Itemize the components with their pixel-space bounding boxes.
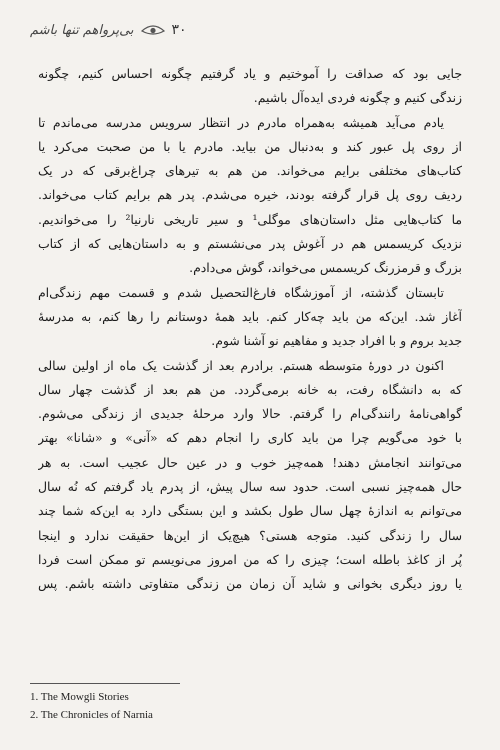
text-line: با خود می‌گویم چرا من باید کاری را انجام دهم که «آنی» و «شانا» بهتر bbox=[38, 430, 462, 446]
text-line: حال همه‌چیز نسبی است. حدود سه سال پیش، از پدرم یاد گرفتم که نُه سال bbox=[38, 479, 462, 495]
footnote: 1. The Mowgli Stories bbox=[30, 691, 129, 703]
text-line: سال را زندگی کنید. متوجه هستی؟ هیچ‌یک از این‌ها حقیقت ندارد و اینجا bbox=[38, 527, 462, 543]
text-line: یا روز دیگری بخوانی و شاید آن زمان من زندگی متفاوتی داشته باشم. پس bbox=[38, 576, 462, 592]
text-line: جدید بروم و با افراد جدید و مفاهیم نو آشنا شوم. bbox=[211, 333, 462, 349]
footnotes bbox=[30, 688, 153, 724]
page-number: ۳۰ bbox=[171, 22, 187, 38]
text-line: کتاب‌های مختلفی برایم می‌خواند. من هم به تیرهای چراغ‌برقی که در یک bbox=[38, 163, 462, 179]
body-text bbox=[38, 62, 462, 597]
text-line: می‌توانم به اندازهٔ چهل سال طول بکشد و این بستگی دارد به این‌که شما چند bbox=[38, 503, 462, 519]
text-line: زندگی کنیم و چگونه فردی ایده‌آل باشیم. bbox=[253, 90, 462, 106]
text-line: اکنون در دورهٔ متوسطه هستم. برادرم بعد از گذشت یک ماه از اولین سالی bbox=[38, 357, 444, 373]
text-line: آغاز شد. این‌که من باید چه‌کار کنم. باید همهٔ دوستانم را رها کنم، به مدرسهٔ bbox=[38, 308, 462, 324]
text-line: نزدیک کریسمس هم در آغوش پدر می‌نشستم و به داستان‌هایی که از کتاب bbox=[38, 236, 462, 252]
text-line: بزرگ و قرمزرنگ کریسمس می‌خواند، گوش می‌دادم. bbox=[189, 260, 462, 276]
text-line: یادم می‌آید همیشه به‌همراه مادرم در انتظار سرویس مدرسه می‌ماندم تا bbox=[38, 114, 444, 130]
stylized-eye-logo-icon bbox=[140, 23, 166, 37]
running-head: بی‌پرواهم تنها باشم bbox=[30, 22, 134, 38]
text-line: ردیف روی پل قرار گرفته بودند، خیره می‌شدم. پدر هم برایم کتاب می‌خواند. bbox=[38, 187, 462, 203]
text-line: از روی پل عبور کند و به‌دنبال من بیاید. مادرم یا با من صحبت می‌کرد یا bbox=[38, 138, 462, 154]
text-line: که به دانشگاه رفت، به خانه برمی‌گردد. من هم بعد از گذشت چهار سال bbox=[38, 381, 462, 397]
footnote-divider bbox=[30, 683, 180, 684]
footnote: 2. The Chronicles of Narnia bbox=[30, 709, 153, 721]
text-line: پُر از کاغذ باطله است؛ چیزی را که من امروز می‌نویسم تو ممکن است فردا bbox=[38, 551, 462, 567]
text-line: تابستان گذشته، از آموزشگاه فارغ‌التحصیل شدم و قسمت مهم زندگی‌ام bbox=[38, 284, 444, 300]
page-header bbox=[30, 22, 187, 38]
text-line: گواهی‌نامهٔ رانندگی‌ام را گرفتم. حالا وارد مرحلهٔ جدیدی از زندگی می‌شوم. bbox=[38, 406, 462, 422]
text-line: می‌توانند انجامش دهند! همه‌چیز خوب و در عین حال عجیب است. به هر bbox=[38, 454, 462, 470]
text-line: ما کتاب‌هایی مثل داستان‌های موگلی¹ و سیر تاریخی نارنیا² را می‌خواندیم. bbox=[38, 211, 462, 227]
text-line: جایی بود که صداقت را آموختیم و یاد گرفتیم چگونه احساس کنیم، چگونه bbox=[38, 66, 462, 81]
